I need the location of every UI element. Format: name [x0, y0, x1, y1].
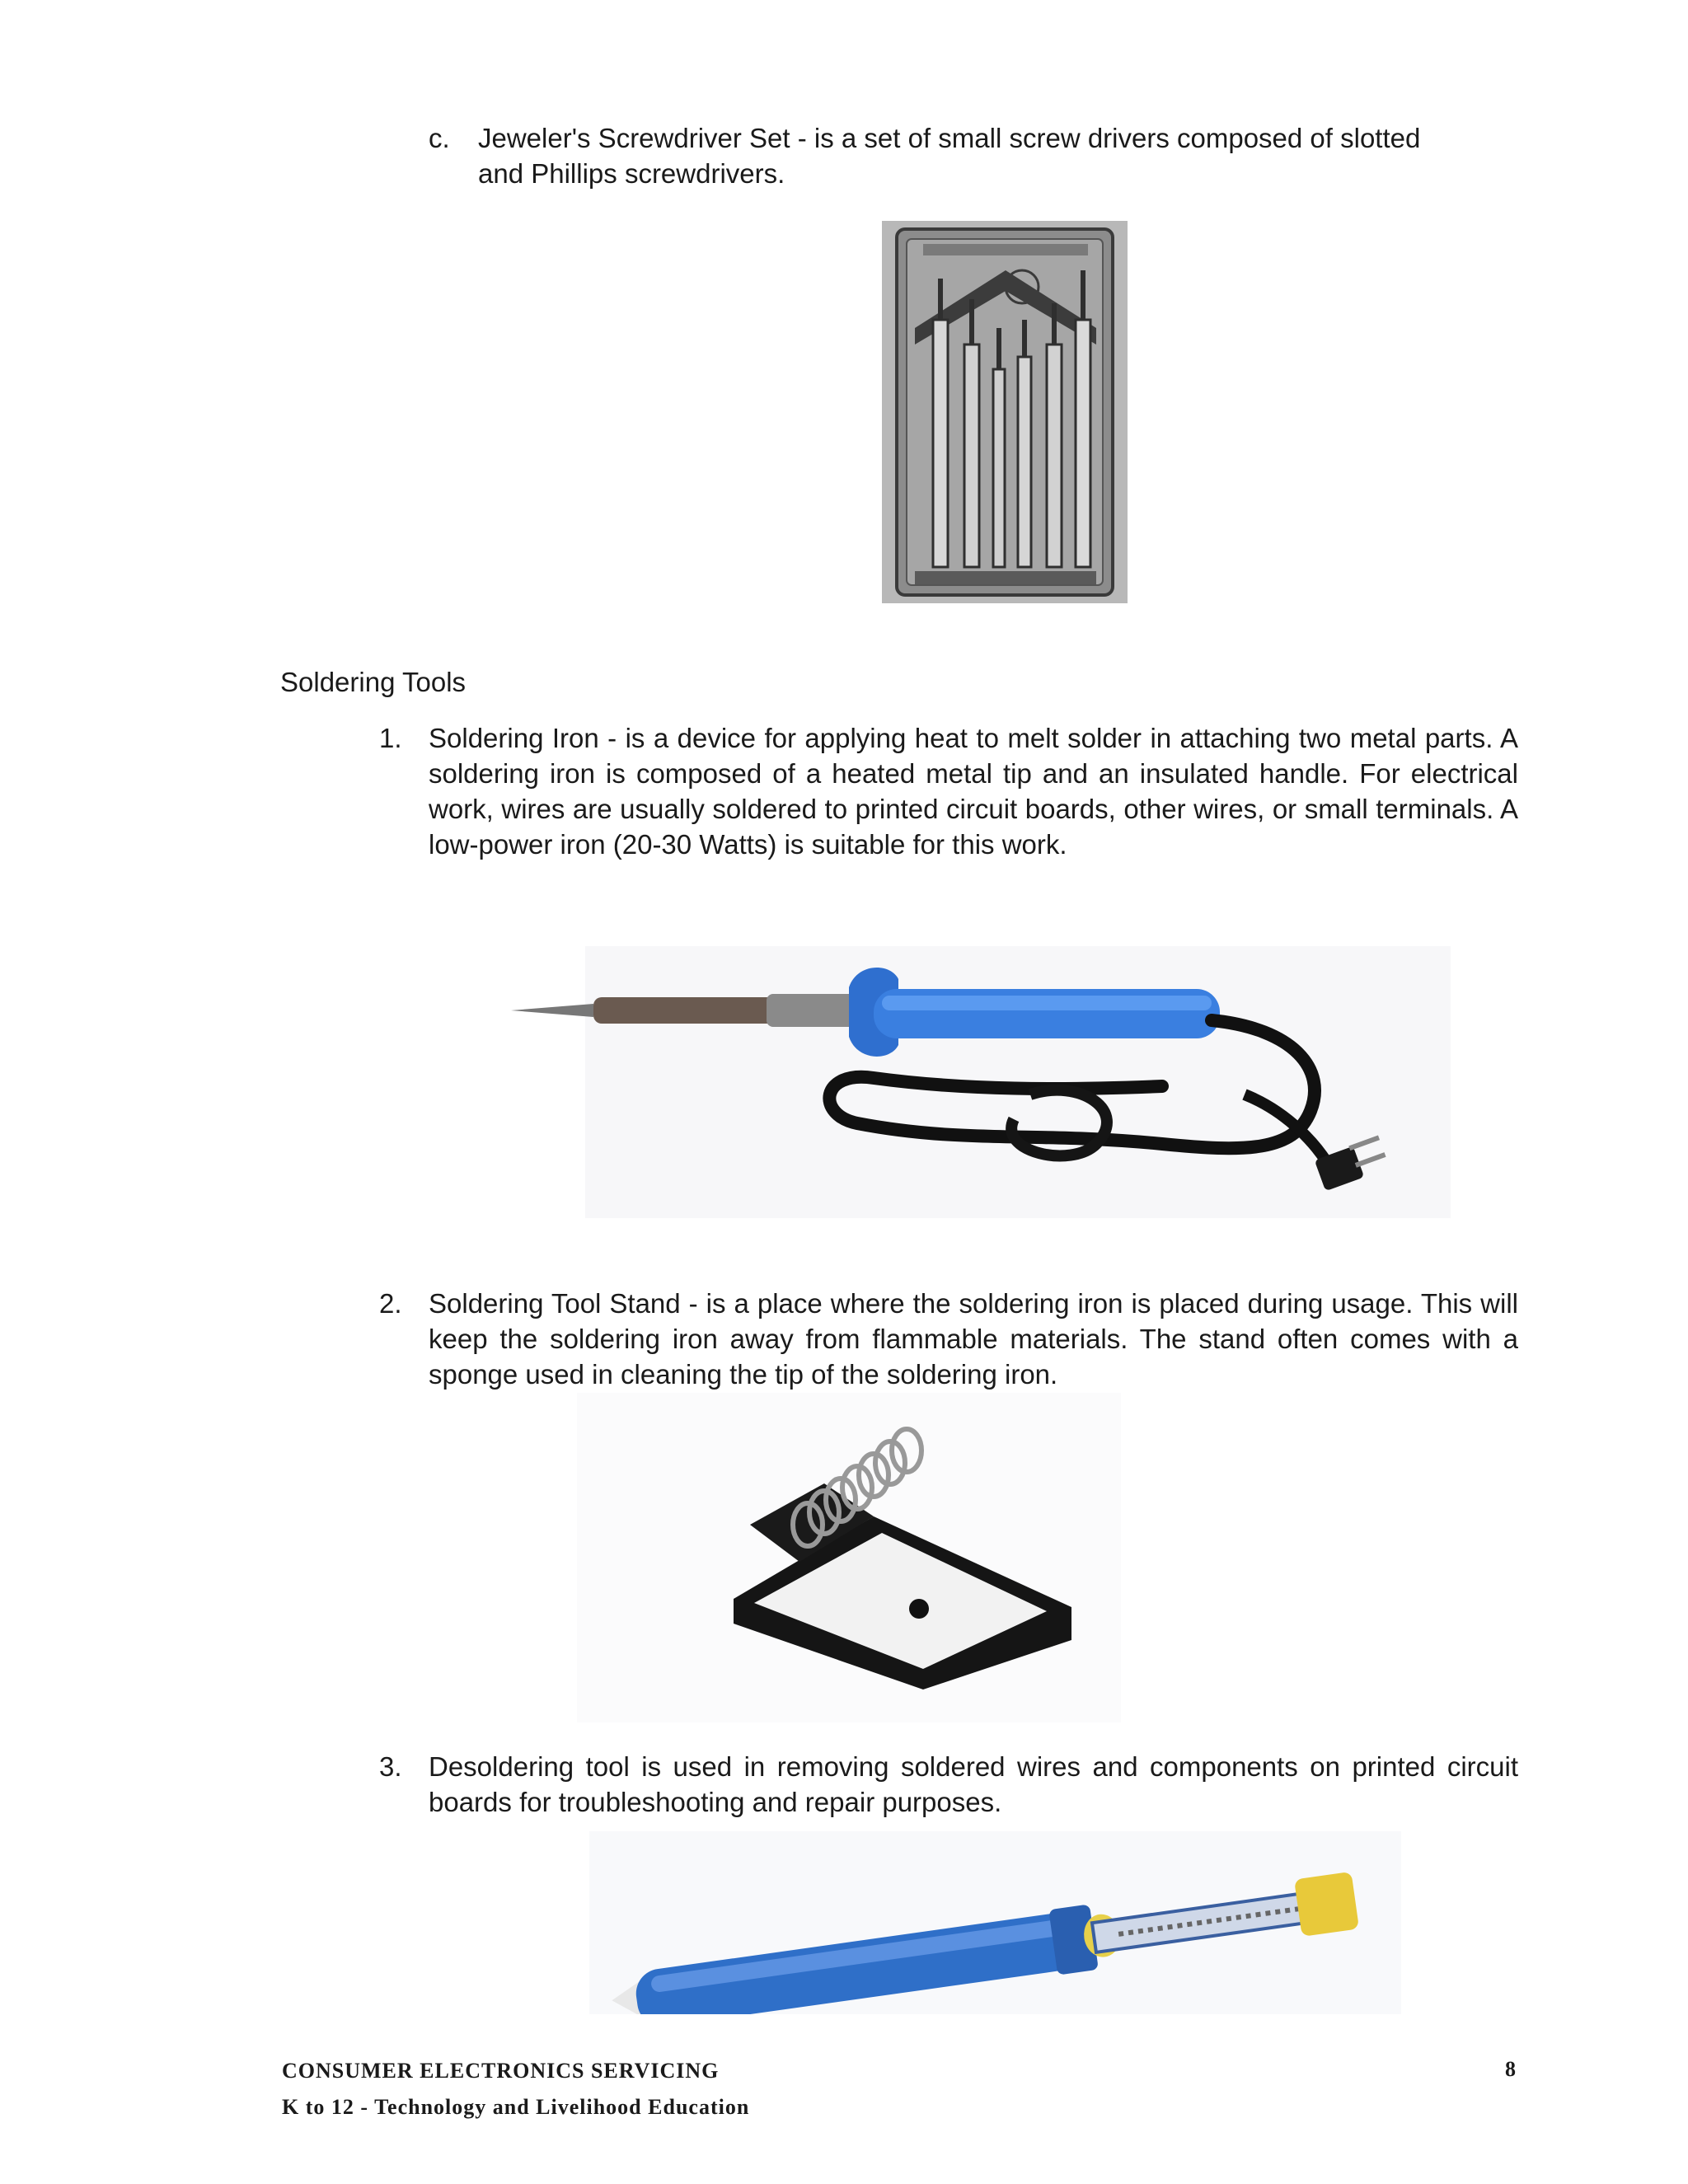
screwdriver-set-image [882, 221, 1128, 603]
list-marker-2: 2. [379, 1288, 402, 1319]
list-marker-c: c. [429, 123, 450, 153]
page-number: 8 [1505, 2057, 1517, 2081]
list-marker-3: 3. [379, 1751, 402, 1782]
soldering-iron-text: Soldering Iron - is a device for applying heat to melt solder in attaching two metal parts. A soldering iron is composed of a heated metal tip and an insulated handle. For electrical work, wires are usually soldered to printed circuit boards, other wires, or small terminals. A low-power iron (20-30 Watts) is suitable for this work. [429, 723, 1518, 860]
section-heading: Soldering Tools [280, 667, 467, 697]
desoldering-tool-text: Desoldering tool is used in removing soldered wires and components on printed circuit boards for troubleshooting and repair purposes. [429, 1751, 1518, 1817]
list-marker-1: 1. [379, 723, 402, 753]
soldering-iron-image [503, 946, 1451, 1218]
jeweler-screwdriver-text: Jeweler's Screwdriver Set - is a set of small screw drivers composed of slotted and Phillips screwdrivers. [478, 123, 1421, 189]
footer-subtitle: K to 12 - Technology and Livelihood Education [282, 2095, 750, 2119]
footer-title: CONSUMER ELECTRONICS SERVICING [282, 2059, 720, 2083]
soldering-stand-text: Soldering Tool Stand - is a place where the soldering iron is placed during usage. This will keep the soldering iron away from flammable materials. The stand often comes with a sponge used in cleaning the tip of the soldering iron. [429, 1288, 1518, 1390]
desoldering-tool-image [589, 1831, 1401, 2014]
soldering-stand-image [577, 1393, 1121, 1722]
